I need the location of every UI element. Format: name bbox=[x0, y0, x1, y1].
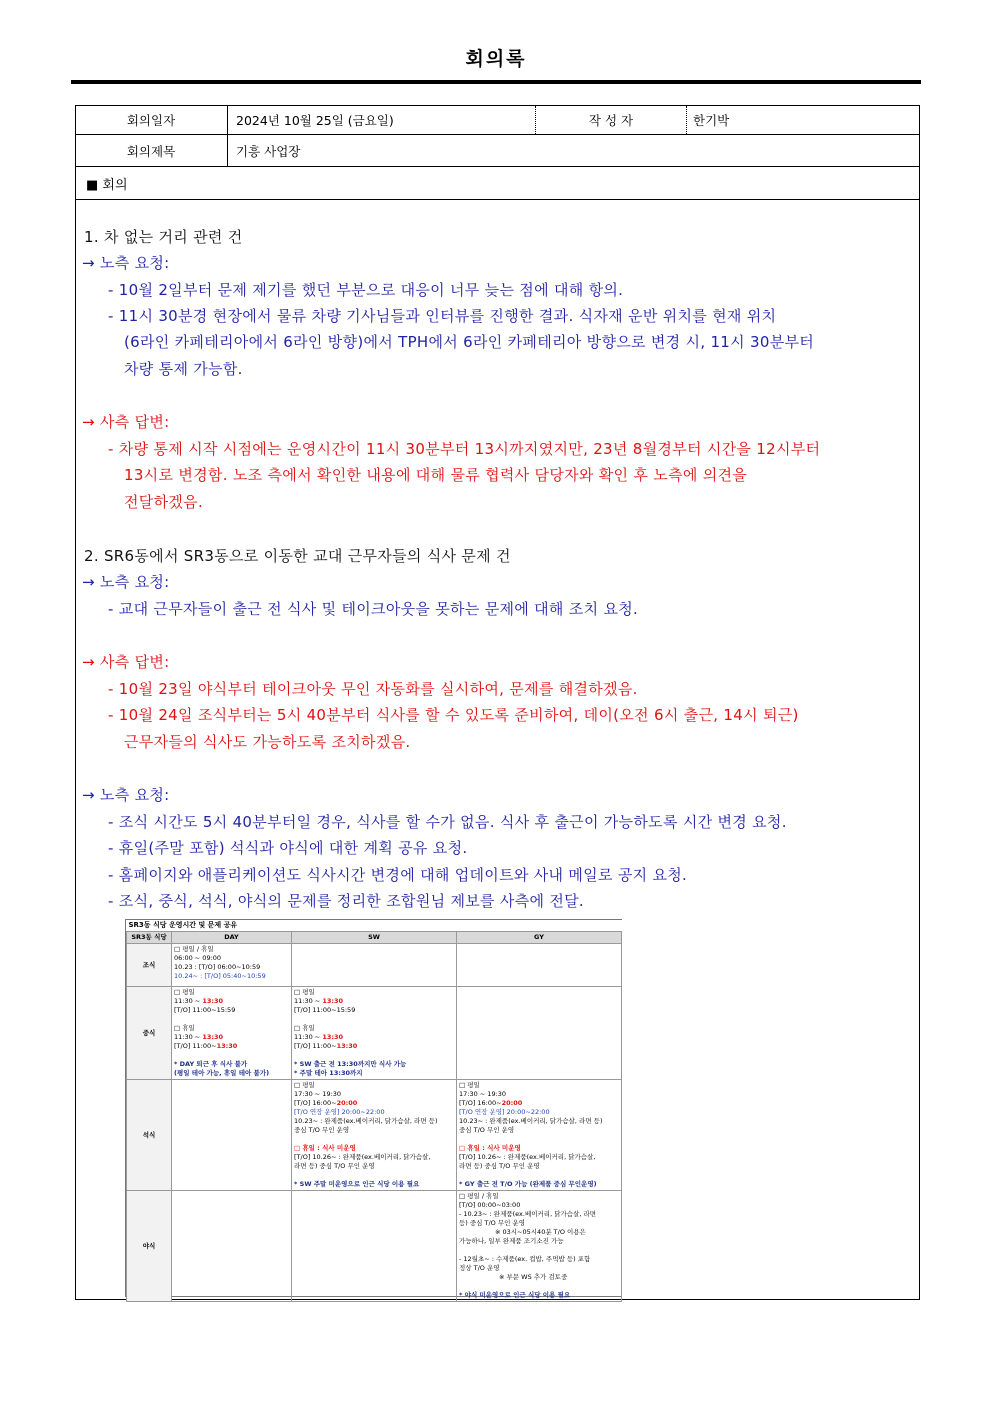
dinner-gy-cell bbox=[457, 1080, 622, 1191]
s2-union-request2-heading: → 노측 요청: bbox=[82, 786, 170, 804]
cell-line: [T/O 연장 운영] 20:00~22:00 bbox=[294, 1108, 385, 1116]
document-title: 회의록 bbox=[465, 48, 527, 70]
cell-line: [T/O] 10.26~ : 완제품(ex.베이커리, 닭가슴살, bbox=[459, 1153, 596, 1161]
cell-line: 가능하나, 일부 완제품 조기소진 가능 bbox=[459, 1237, 564, 1245]
cell-line bbox=[174, 1033, 289, 1042]
cell-line: □ 휴일 : 식사 미운영 bbox=[459, 1144, 521, 1152]
night-day-cell bbox=[172, 1191, 292, 1302]
header-row-date bbox=[76, 106, 919, 135]
cell-line bbox=[294, 1099, 454, 1108]
cell-line: 10.23~ : 완제품(ex.베이커리, 닭가슴살, 라면 등) bbox=[459, 1117, 603, 1125]
time-end: 13:30 bbox=[202, 997, 224, 1005]
cell-line: 06:00 ~ 09:00 bbox=[174, 954, 222, 962]
cell-line: 등) 중심 T/O 무인 운영 bbox=[459, 1219, 526, 1227]
time-end: 20:00 bbox=[336, 1099, 358, 1107]
s2-answer-item-cont: 근무자들의 식사도 가능하도록 조치하겠음. bbox=[124, 733, 411, 751]
cell-line bbox=[294, 1051, 454, 1060]
cell-line bbox=[459, 1135, 619, 1144]
time-start: 11:30 ~ bbox=[174, 1033, 203, 1041]
cell-line bbox=[459, 1246, 619, 1255]
cell-line: □ 평일 bbox=[294, 1081, 315, 1089]
s2-union-request-heading: → 노측 요청: bbox=[82, 573, 170, 591]
divider bbox=[227, 135, 228, 166]
divider bbox=[686, 106, 687, 134]
cell-line: 라면 등) 중심 T/O 무인 운영 bbox=[459, 1162, 540, 1170]
lunch-gy-cell bbox=[457, 987, 622, 1080]
cell-line bbox=[294, 1015, 454, 1024]
s2-answer-item: - 10월 24일 조식부터는 5시 40분부터 식사를 할 수 있도록 준비하여, 데이(오전 6시 출근, 14시 퇴근) bbox=[108, 706, 799, 724]
breakfast-sw-cell bbox=[292, 944, 457, 987]
cell-line: [T/O] 11:00~15:59 bbox=[294, 1006, 356, 1014]
schedule-caption: SR3동 식당 운영시간 및 문제 공유 bbox=[127, 920, 622, 932]
time-end: 13:30 bbox=[322, 1033, 344, 1041]
s1-request-item-cont: (6라인 카페테리아에서 6라인 방향)에서 TPH에서 6라인 카페테리아 방향으로 변경 시, 11시 30분부터 bbox=[124, 333, 815, 351]
cell-line: 17:30 ~ 19:30 bbox=[459, 1090, 507, 1098]
time-start: [T/O] 16:00~ bbox=[294, 1099, 337, 1107]
dinner-sw-cell bbox=[292, 1080, 457, 1191]
author-value: 한기박 bbox=[693, 113, 730, 128]
cell-line: □ 휴일 bbox=[294, 1024, 315, 1032]
col-header-gy: GY bbox=[457, 932, 622, 944]
cell-line bbox=[459, 1099, 619, 1108]
dinner-day-cell bbox=[172, 1080, 292, 1191]
s2-request2-item: - 조식 시간도 5시 40분부터일 경우, 식사를 할 수가 없음. 식사 후 출근이 가능하도록 시간 변경 요청. bbox=[108, 813, 787, 831]
cell-line bbox=[174, 1015, 289, 1024]
cell-note: * DAY 퇴근 후 식사 불가 bbox=[174, 1060, 248, 1068]
cell-line: 라면 등) 중심 T/O 무인 운영 bbox=[294, 1162, 375, 1170]
cell-line bbox=[294, 1171, 454, 1180]
col-header-sw: SW bbox=[292, 932, 457, 944]
s1-union-request-heading: → 노측 요청: bbox=[82, 254, 170, 272]
time-end: 13:30 bbox=[336, 1042, 358, 1050]
header-row-subject bbox=[76, 135, 919, 167]
time-start: 11:30 ~ bbox=[174, 997, 203, 1005]
cell-note: (평일 테아 가능, 휴일 테아 불가) bbox=[174, 1069, 270, 1077]
cell-line: - 12월초~ : 수제품(ex. 컵밥, 주먹밥 등) 포함 bbox=[459, 1255, 591, 1263]
lunch-day-cell bbox=[172, 987, 292, 1080]
date-value: 2024년 10월 25일 (금요일) bbox=[236, 113, 394, 128]
cell-line: □ 평일 bbox=[459, 1081, 480, 1089]
cell-line bbox=[294, 1135, 454, 1144]
cell-line: 10.24~ : [T/O] 05:40~10:59 bbox=[174, 972, 266, 980]
cell-line bbox=[294, 997, 454, 1006]
breakfast-gy-cell bbox=[457, 944, 622, 987]
cell-line: - 10.23~ : 완제품(ex.베이커리, 닭가슴살, 라면 bbox=[459, 1210, 597, 1218]
cell-line bbox=[174, 1042, 289, 1051]
cell-line bbox=[459, 1282, 619, 1291]
time-start: [T/O] 16:00~ bbox=[459, 1099, 502, 1107]
time-end: 13:30 bbox=[216, 1042, 238, 1050]
minutes-frame bbox=[75, 105, 920, 1300]
cell-line: 17:30 ~ 19:30 bbox=[294, 1090, 342, 1098]
cell-line: □ 평일 bbox=[294, 988, 315, 996]
cell-note: * 야식 미운영으로 인근 식당 이용 필요 bbox=[459, 1291, 571, 1299]
row-label-breakfast: 조식 bbox=[127, 944, 172, 987]
subject-label: 회의제목 bbox=[126, 143, 176, 159]
cell-line bbox=[174, 1051, 289, 1060]
cell-line bbox=[459, 1171, 619, 1180]
cell-line: □ 평일 / 휴일 bbox=[174, 945, 214, 953]
cell-line bbox=[294, 1042, 454, 1051]
s1-answer-item-cont: 13시로 변경함. 노조 측에서 확인한 내용에 대해 물류 협력사 담당자와 확인 후 노측에 의견을 bbox=[124, 466, 748, 484]
s1-answer-item: - 차량 통제 시작 시점에는 운영시간이 11시 30분부터 13시까지였지만, 23년 8월경부터 시간을 12시부터 bbox=[108, 440, 821, 458]
time-start: 11:30 ~ bbox=[294, 1033, 323, 1041]
divider bbox=[227, 106, 228, 134]
cell-line: □ 휴일 : 식사 미운영 bbox=[294, 1144, 356, 1152]
col-header-cafeteria: SR3동 식당 bbox=[127, 932, 172, 944]
cell-line bbox=[294, 1033, 454, 1042]
s2-request2-item: - 휴일(주말 포함) 석식과 야식에 대한 계획 공유 요청. bbox=[108, 839, 468, 857]
cell-line: □ 휴일 bbox=[174, 1024, 195, 1032]
lunch-sw-cell bbox=[292, 987, 457, 1080]
subject-value: 기흥 사업장 bbox=[236, 143, 301, 159]
cell-note: * SW 주말 미운영으로 인근 식당 이용 필요 bbox=[294, 1180, 420, 1188]
time-start: [T/O] 11:00~ bbox=[174, 1042, 217, 1050]
cell-note: * 주말 테아 13:30까지 bbox=[294, 1069, 363, 1077]
title-divider bbox=[71, 80, 921, 84]
cell-note: * SW 출근 전 13:30까지만 식사 가능 bbox=[294, 1060, 407, 1068]
breakfast-day-cell bbox=[172, 944, 292, 987]
s1-request-item-cont: 차량 통제 가능함. bbox=[124, 360, 243, 378]
cell-line: [T/O] 10.26~ : 완제품(ex.베이커리, 닭가슴살, bbox=[294, 1153, 431, 1161]
s2-request2-item: - 홈페이지와 애플리케이션도 식사시간 변경에 대해 업데이트와 사내 메일로 공지 요청. bbox=[108, 866, 688, 884]
cafeteria-schedule-table bbox=[125, 919, 622, 1297]
cell-line: [T/O 연장 운영] 20:00~22:00 bbox=[459, 1108, 550, 1116]
cell-line: 중심 T/O 무인 운영 bbox=[459, 1126, 515, 1134]
cell-line: 중심 T/O 무인 운영 bbox=[294, 1126, 350, 1134]
s2-request-item: - 교대 근무자들이 출근 전 식사 및 테이크아웃을 못하는 문제에 대해 조치 요청. bbox=[108, 600, 639, 618]
time-end: 13:30 bbox=[202, 1033, 224, 1041]
night-gy-cell bbox=[457, 1191, 622, 1302]
s2-company-answer-heading: → 사측 답변: bbox=[82, 653, 170, 671]
cell-line: [T/O] 11:00~15:59 bbox=[174, 1006, 236, 1014]
cell-line: 정상 T/O 운영 bbox=[459, 1264, 500, 1272]
s1-company-answer-heading: → 사측 답변: bbox=[82, 413, 170, 431]
s2-request2-item: - 조식, 중식, 석식, 야식의 문제를 정리한 조합원님 제보를 사측에 전달. bbox=[108, 892, 584, 910]
cell-note: * GY 출근 전 T/O 가능 (완제품 중심 무인운영) bbox=[459, 1180, 597, 1188]
row-label-night: 야식 bbox=[127, 1191, 172, 1302]
cell-line: ※ 03시~05시40분 T/O 이용은 bbox=[495, 1228, 586, 1236]
row-label-lunch: 중식 bbox=[127, 987, 172, 1080]
cell-line: □ 평일 bbox=[174, 988, 195, 996]
time-end: 20:00 bbox=[501, 1099, 523, 1107]
cell-line: 10.23~ : 완제품(ex.베이커리, 닭가슴살, 라면 등) bbox=[294, 1117, 438, 1125]
night-sw-cell bbox=[292, 1191, 457, 1302]
cell-line: [T/O] 00:00~03:00 bbox=[459, 1201, 521, 1209]
s1-request-item: - 10월 2일부터 문제 제기를 했던 부분으로 대응이 너무 늦는 점에 대해 항의. bbox=[108, 281, 624, 299]
section-label: ■ 회의 bbox=[86, 177, 128, 193]
time-start: [T/O] 11:00~ bbox=[294, 1042, 337, 1050]
time-end: 13:30 bbox=[322, 997, 344, 1005]
col-header-day: DAY bbox=[172, 932, 292, 944]
section-row bbox=[76, 167, 919, 200]
cell-line bbox=[174, 997, 289, 1006]
cell-line: ※ 부문 WS 추가 검토중 bbox=[499, 1273, 568, 1281]
author-label: 작 성 자 bbox=[588, 113, 634, 128]
s1-request-item: - 11시 30분경 현장에서 물류 차량 기사님들과 인터뷰를 진행한 결과. 식자재 운반 위치를 현재 위치 bbox=[108, 307, 777, 325]
cell-line: 10.23 : [T/O] 06:00~10:59 bbox=[174, 963, 261, 971]
s1-answer-item-cont: 전달하겠음. bbox=[124, 493, 204, 511]
section1-title: 1. 차 없는 거리 관련 건 bbox=[84, 228, 243, 246]
row-label-dinner: 석식 bbox=[127, 1080, 172, 1191]
date-label: 회의일자 bbox=[126, 113, 176, 128]
section2-title: 2. SR6동에서 SR3동으로 이동한 교대 근무자들의 식사 문제 건 bbox=[84, 547, 511, 565]
time-start: 11:30 ~ bbox=[294, 997, 323, 1005]
s2-answer-item: - 10월 23일 야식부터 테이크아웃 무인 자동화를 실시하여, 문제를 해결하겠음. bbox=[108, 680, 638, 698]
cell-line: □ 평일 / 휴일 bbox=[459, 1192, 499, 1200]
